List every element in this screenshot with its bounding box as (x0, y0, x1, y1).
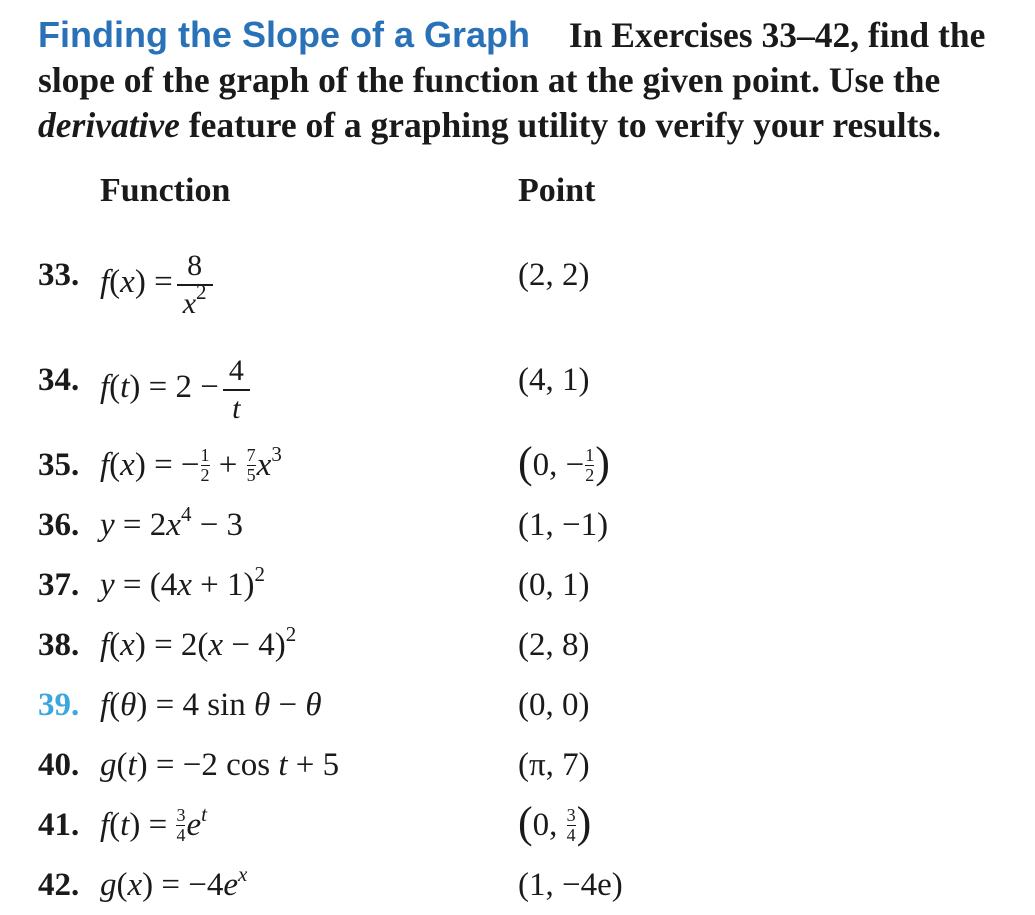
exercise-function: f(t) = $\frac{3}{4}$ $e^t$ (100, 802, 207, 845)
exercise-number: 42. (38, 867, 80, 903)
exercise-instructions (38, 12, 1013, 148)
exercise-row-33 (0, 249, 1035, 320)
point-column-header: Point (518, 172, 596, 209)
exercise-row-41 (0, 800, 1035, 850)
exercise-row-38 (0, 620, 1035, 670)
exercise-number: 35. (38, 447, 80, 483)
exercise-function: f(x) = − $\frac{1}{2}$ + $\frac{7}{5}$ $x^3$ (100, 442, 282, 485)
exercise-function: $y = (4x + 1)^2$ (100, 562, 266, 603)
function-column-header: Function (100, 172, 231, 209)
exercise-point: (2, 8) (518, 627, 590, 663)
exercise-number: 41. (38, 807, 80, 843)
exercise-point: (0, − $\frac{1}{2}$ ) (518, 438, 610, 487)
exercise-point: (0, $\frac{3}{4}$ ) (518, 798, 592, 847)
exercise-function: f(θ) = 4 sin θ − θ (100, 687, 322, 723)
exercise-number-highlighted: 39. (38, 687, 80, 723)
exercise-row-37 (0, 560, 1035, 610)
exercise-number: 36. (38, 507, 80, 543)
exercise-point: (π, 7) (518, 747, 590, 783)
exercise-point: (0, 0) (518, 687, 590, 723)
exercise-function: $g(x) = -4e^x$ (100, 862, 248, 903)
exercise-number: 33. (38, 257, 80, 293)
exercise-row-39 (0, 680, 1035, 730)
exercise-function: $y = 2x^4 - 3$ (100, 502, 244, 543)
instructions-text-1: In Exercises 33–42, find the slope of the graph of the function at the given point. Use the (38, 15, 986, 100)
exercise-point: (1, −1) (518, 507, 609, 543)
exercise-function: f(x) = $\frac{8}{x^2}$ (100, 250, 217, 319)
exercise-point: (4, 1) (518, 362, 590, 398)
instructions-text-2: feature of a graphing utility to verify your results. (188, 105, 942, 145)
exercise-point: (0, 1) (518, 567, 590, 603)
instructions-emphasis: derivative (38, 105, 180, 145)
exercise-function: f(t) = 2 − $\frac{4}{t}$ (100, 355, 254, 424)
exercise-number: 38. (38, 627, 80, 663)
exercise-number: 34. (38, 362, 80, 398)
exercise-row-42 (0, 860, 1035, 910)
section-heading: Finding the Slope of a Graph (38, 14, 530, 55)
exercise-number: 40. (38, 747, 80, 783)
exercise-row-40 (0, 740, 1035, 790)
exercise-function: g(t) = −2 cos t + 5 (100, 747, 340, 783)
exercise-function: $f(x) = 2(x - 4)^2$ (100, 622, 297, 663)
exercise-row-34 (0, 354, 1035, 425)
exercise-row-36 (0, 500, 1035, 550)
exercise-point: (2, 2) (518, 257, 590, 293)
exercise-row-35 (0, 440, 1035, 490)
exercise-number: 37. (38, 567, 80, 603)
exercise-point: (1, −4e) (518, 867, 623, 903)
